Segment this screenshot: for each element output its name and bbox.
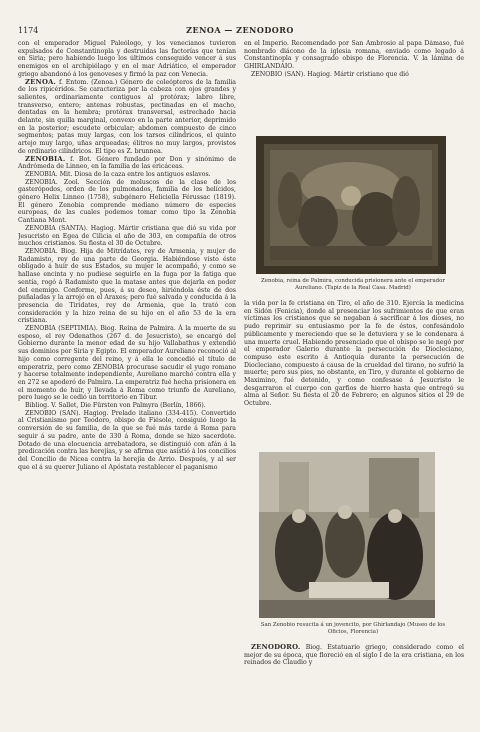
entry-zenobio-san: ZENOBIO (SAN). Hagiog. Prelado italiano (334-415). Convertido al Cristianismo por Teodoro, obispo de Fiésole, consiguió luego la conversión de su familia, de la que se fué más tarde á Roma para seguir á su padre, ante de 330 á Roma, donde se hizo sacerdote. Dotado de una elocuencia arrebatadora, se distinguió con afán á la predicación contra las herejías, y se afirma que asistió á los concilios del Concilio de Nicea contra la herejía de Arrio. Después, y al ser que el á su querer Juliano el Apóstata restablecer el paganismo [18,409,236,471]
lemma: ZENOA. [25,77,57,86]
entry-text: Biog. Estatuario griego, considerado como el mejor de su época, que floreció en el siglo I de la era cristiana, en los reinados de Claudio y [244,644,464,667]
entry-zenobia-zool: ZENOBIA. Zool. Sección de moluscos de la clase de los gasterópodos, orden de los pulmonados, familia de los helícidos, género Helix Linneo (1758), subgénero Heliciella Férussac (1819). El género Zenobia comprende mediano número de especies europeas, de las cuales podemos tomar como tipo la Zenobia Cantiana Mont. [18,178,236,225]
right-column-bottom [244,644,464,730]
entry-text: f. Entom. (Zenoa.) Género de coleópteros de la familia de los ripicéridos. Se caracteriza por la cabeza con ojos grandes y salientes, ordinariamente contiguos al protórax; labro libre, transverso, entero; antenas robustas, pectinadas en el macho, dentadas en la hembra; protórax transversal, estrechado hacia delante, sin quilla marginal, convexo en la parte anterior, deprimido en la posterior; escudete orbicular; abdomen compuesto de cinco segmentos; patas muy largas, con los tarsos cilíndricos, el quinto artejo muy largo, uñas arqueadas; élitros no muy largos, provistos de ordinario cilíndricos. El tipo es Z. brunnea. [18,78,236,155]
tapestry-illustration [256,136,446,274]
entry-zenodoro [244,644,464,667]
paragraph: con el emperador Miguel Paleólogo, y los venecianos tuvieron expulsados de Constantinopla y destruidas las factorías que tenían en Siria; pero habiendo luego los últimos conseguido vencer á sus enemigos en el archipiélago y en el mar Adriático, el emperador griego abandonó á los genoveses y firmó la paz con Venecia. [18,40,236,78]
lemma: ZENODORO. [251,644,301,651]
bibliography: Bibliog. V. Sallet, Die Fürsten von Palmyra (Berlín, 1866). [25,402,206,410]
paragraph: la vida por la fe cristiana en Tiro, el año de 310. Ejercía la medicina en Sidón (Fenicia), donde al presenciar los sufrimientos de que eran víctimas los cristianos que se negaban á sacrificar á los dioses, no pudo reprimir su entusiasmo por la fe de éstos, confesándolo públicamente y mereciendo que se le detuviera y se le condenara á una muerte cruel. Habiendo presenciado que el obispo se le negó por el emperador Galerio durante la persecución de Diocleciano, compuso este escrito á Antioquía durante la persecución de Diocleciano, compuesto á causa de la crueldad del tirano, no sufrió la muerte; pero sus pies, no obstante, en Tiro, y durante el gobierno de Maximino, fué detenido, y como confesase á Jesucristo le desgarraron el cuerpo con garfios de hierro hasta que entregó su alma al Señor. Su fiesta el 20 de Febrero; en algunos sitios el 29 de Octubre. [244,300,464,408]
right-column-top [244,40,464,132]
entry-zenobio-san-martyr: ZENOBIO (SAN). Hagiog. Mártir cristiano que dió [251,70,409,78]
page-header [18,24,462,36]
figure-caption: San Zenobio resucita á un jovencito, por Ghirlandajo (Museo de los Oficios, Florencia) [260,622,446,635]
entry-zenobia-bot [18,156,236,171]
right-column-middle [244,300,464,428]
entry-zenobia-biog: ZENOBIA. Biog. Hija de Mitrídates, rey de Armenia, y mujer de Radamisto, rey de una parte de Georgia. Habiéndose visto éste obligado á huir de sus Estados, su mujer le acompañó, y como se hallase encinta y no pudiese seguirle en la fuga por la fatiga que sentía, rogó á Radamisto que la matase antes que dejarla en poder del enemigo. Conforme, pues, á su deseo, hiriéndola éste de dos puñaladas y la arrojó en el Araxes; pero fué salvada y conducida á la presencia de Tiridates, rey de Armenia, que la trató con consideración y la hizo reina de su hijo en el año 53 de la era cristiana. [18,247,236,325]
paragraph: en el Imperio. Recomendado por San Ambrosio al papa Dámaso, fué nombrado diácono de la iglesia romana, enviado como legado á Constantinopla y consagrado obispo de Florencia. V. la lámina de GHIRLANDAIO. [244,40,464,71]
running-title: ZENOA — ZENODORO [186,25,294,35]
lemma: ZENOBIA. [25,154,66,163]
entry-zenobia-septimia: ZENOBIA (SEPTIMIA). Biog. Reina de Palmira. Á la muerte de su esposo, el rey Odenathos (267 d. de Jesucristo), se encargó del Gobierno durante la menor edad de su hijo Vallabathus y extendió sus dominios por Siria y Egipto. El emperador Aureliano reconoció al hijo como corregente del reino, y á ella le concedió el título de emperatriz, pero como ZENOBIA procurase sacudir el yugo romano y hacerse totalmente independiente, Aureliano marchó contra ella y en 272 se apoderó de Palmira. La emperatriz fué hecha prisionera en el momento de huir, y llevada á Roma como triunfo de Aureliano, pero luego se le cedió un territorio en Tíbur. [18,325,236,402]
entry-text: f. Bot. Género fundado por Don y sinónimo de Andrómeda de Linneo, en la familia de las ericáceas. [18,155,236,171]
entry-zenobia-santa: ZENOBIA (SANTA). Hagiog. Mártir cristiana que dió su vida por Jesucristo en Egea de Cilicia el año de 303, en compañía de otros muchos cristianos. Su fiesta el 30 de Octubre. [18,224,236,248]
left-column [18,40,236,728]
page-number: 1174 [18,25,39,35]
painting-illustration [259,452,435,618]
entry-zenoa [18,79,236,156]
entry-zenobia-mit: ZENOBIA. Mit. Diosa de la caza entre los antiguos eslavos. [25,170,211,178]
figure-caption: Zenobia, reina de Palmira, conducida prisionera ante el emperador Aureliano. (Tapiz de la Real Casa. Madrid) [261,278,445,291]
